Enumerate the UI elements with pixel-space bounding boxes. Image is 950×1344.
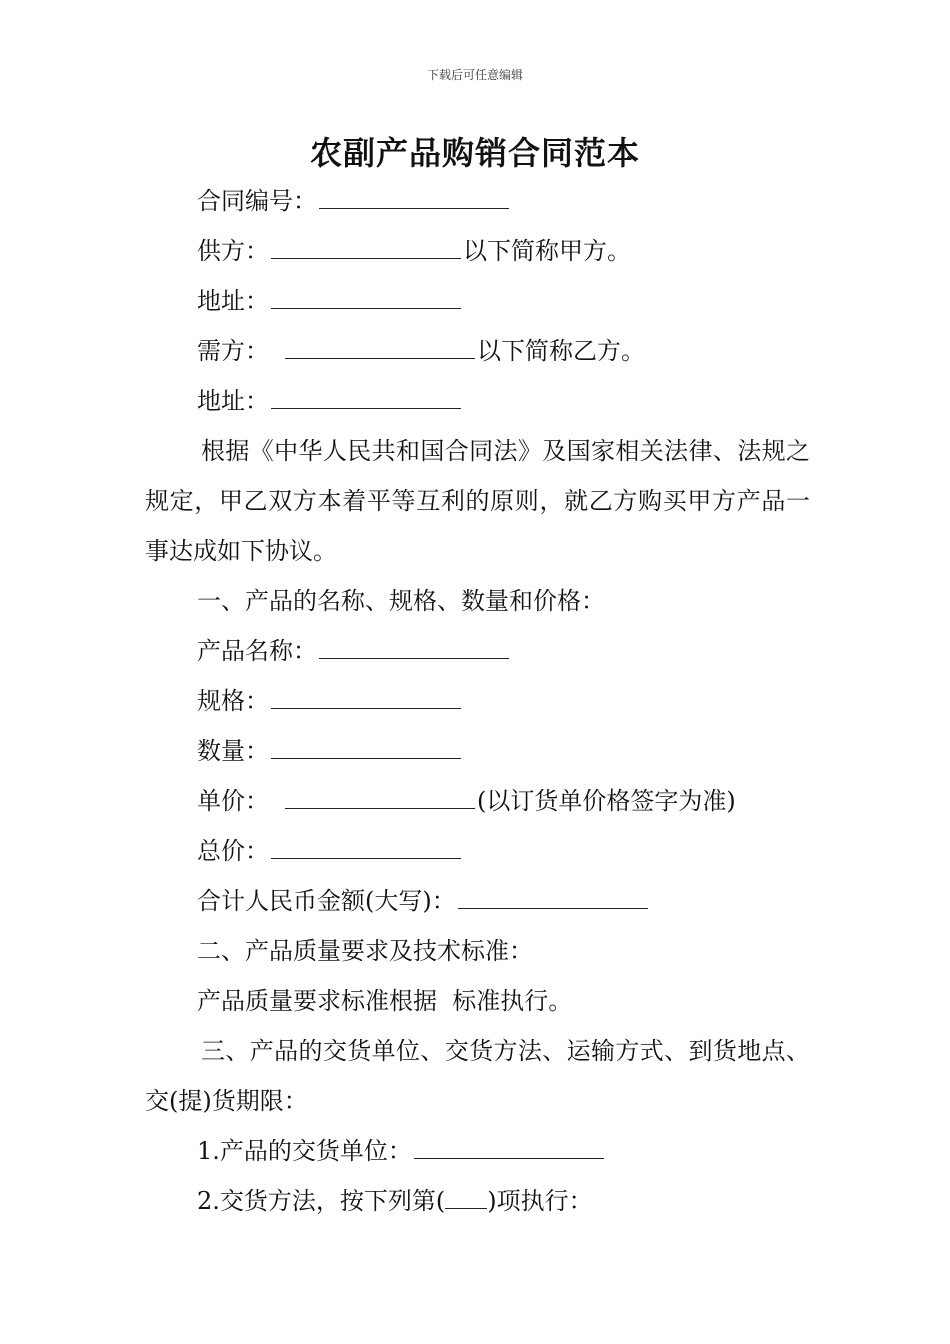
unit-price-note: (以订货单价格签字为准) bbox=[477, 787, 736, 815]
total-price-field[interactable] bbox=[271, 836, 461, 859]
supplier-field[interactable] bbox=[271, 236, 461, 259]
document-body bbox=[145, 176, 810, 1226]
item-2-prefix: 2.交货方法，按下列第( bbox=[197, 1187, 446, 1215]
section-1-title: 一、产品的名称、规格、数量和价格： bbox=[197, 587, 605, 615]
supplier-address-label: 地址： bbox=[197, 287, 269, 315]
buyer-label: 需方： bbox=[197, 337, 269, 365]
unit-price-line bbox=[145, 776, 810, 826]
unit-price-label: 单价： bbox=[197, 787, 269, 815]
total-rmb-field[interactable] bbox=[458, 886, 648, 909]
supplier-address-field[interactable] bbox=[271, 286, 461, 309]
total-rmb-line bbox=[145, 876, 810, 926]
buyer-address-field[interactable] bbox=[271, 386, 461, 409]
spec-line bbox=[145, 676, 810, 726]
page-header-note: 下载后可任意编辑 bbox=[426, 68, 523, 82]
product-name-field[interactable] bbox=[319, 636, 509, 659]
item-2-line bbox=[145, 1176, 810, 1226]
buyer-field[interactable] bbox=[285, 336, 475, 359]
section-2-title: 二、产品质量要求及技术标准： bbox=[197, 937, 533, 965]
quality-text: 产品质量要求标准根据 标准执行。 bbox=[197, 987, 573, 1015]
supplier-line bbox=[145, 226, 810, 276]
buyer-address-label: 地址： bbox=[197, 387, 269, 415]
delivery-method-field[interactable] bbox=[445, 1186, 487, 1209]
supplier-suffix: 以下简称甲方。 bbox=[463, 237, 631, 265]
total-rmb-label: 合计人民币金额(大写)： bbox=[197, 887, 456, 915]
buyer-suffix: 以下简称乙方。 bbox=[477, 337, 645, 365]
spec-field[interactable] bbox=[271, 686, 461, 709]
product-name-label: 产品名称： bbox=[197, 637, 317, 665]
delivery-unit-field[interactable] bbox=[414, 1136, 604, 1159]
buyer-address-line bbox=[145, 376, 810, 426]
document-title: 农副产品购销合同范本 bbox=[309, 134, 640, 172]
quantity-label: 数量： bbox=[197, 737, 269, 765]
item-1-line bbox=[145, 1126, 810, 1176]
contract-number-label: 合同编号： bbox=[197, 187, 317, 215]
intro-paragraph: 根据《中华人民共和国合同法》及国家相关法律、法规之规定，甲乙双方本着平等互利的原则，就乙方购买甲方产品一事达成如下协议。 bbox=[145, 437, 810, 565]
product-name-line bbox=[145, 626, 810, 676]
item-1-label: 1.产品的交货单位： bbox=[197, 1137, 412, 1165]
unit-price-field[interactable] bbox=[285, 786, 475, 809]
quantity-line bbox=[145, 726, 810, 776]
item-2-suffix: )项执行： bbox=[487, 1187, 593, 1215]
supplier-address-line bbox=[145, 276, 810, 326]
total-price-line bbox=[145, 826, 810, 876]
supplier-label: 供方： bbox=[197, 237, 269, 265]
spec-label: 规格： bbox=[197, 687, 269, 715]
contract-number-line bbox=[145, 176, 810, 226]
buyer-line bbox=[145, 326, 810, 376]
section-3-title: 三、产品的交货单位、交货方法、运输方式、到货地点、交(提)货期限： bbox=[145, 1037, 810, 1115]
quantity-field[interactable] bbox=[271, 736, 461, 759]
total-price-label: 总价： bbox=[197, 837, 269, 865]
contract-number-field[interactable] bbox=[319, 186, 509, 209]
